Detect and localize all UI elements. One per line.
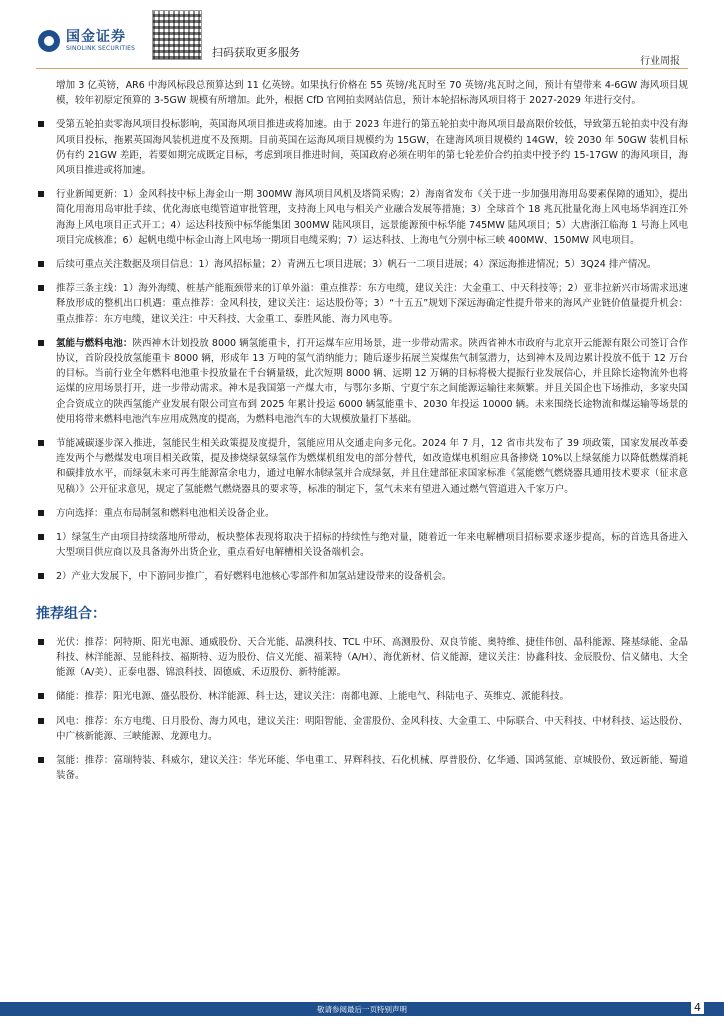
bullet-text: 陕西神木计划投放 8000 辆氢能重卡，打开运煤车应用场景，进一步带动需求。陕西省神木市政府与北京开云能源有限公司签订合作协议，首阶段投放氢能重卡 8000 辆，形成年 13 万吨的氢气消纳能力；随后逐步拓展兰炭煤焦气制氢潜力，达到神木及周边累计投放不低于 12 万台的目标。当前行业全年燃料电池重卡投放量在千台辆量级，此次短期 8000 辆、远期 12 万辆的目标将极大提振行业发展信心，并且除长途物流外也将运煤的应用场景打开，进一步带动需求。神木是我国第一产煤大市，与鄂尔多斯、宁夏宁东之间能源运输往来频繁。并且关国企也下场推动，多家央国企合资成立的陕西氢能产业发展有限公司宣布到 2025 年累计投运 6000 辆氢能重卡、2030 年投运 10000 辆。未来围绕长途物流和煤运输等场景的使用将带来燃料电池汽车应用成熟度的提高，为燃料电池汽车的大规模放量打下基础。 — [56, 337, 688, 425]
header-divider — [36, 68, 688, 69]
portfolio-text: 风电：推荐：东方电缆、日月股份、海力风电，建议关注：明阳智能、金雷股份、金风科技、大金重工、中际联合、中天科技、中材科技、运达股份、中广核新能源、三峡能源、龙源电力。 — [56, 715, 688, 742]
portfolio-text: 氢能：推荐：富瑞特装、科威尔，建议关注：华光环能、华电重工、昇辉科技、石化机械、厚普股份、亿华通、国鸿氢能、京城股份、致远新能、蜀道装备。 — [56, 754, 688, 782]
square-bullet-icon — [38, 340, 44, 346]
square-bullet-icon — [38, 121, 44, 127]
bullet-industry-development — [36, 569, 688, 584]
report-type: 行业周报 — [640, 56, 680, 67]
square-bullet-icon — [38, 718, 44, 724]
qr-label: 扫码获取更多服务 — [212, 46, 300, 59]
page-body — [36, 78, 688, 792]
square-bullet-icon — [38, 261, 44, 267]
section-title-portfolio: 推荐组合： — [36, 605, 106, 622]
bullet-industry-news — [36, 187, 688, 248]
square-bullet-icon — [38, 534, 44, 540]
bullet-energy-saving-policy — [36, 436, 688, 497]
portfolio-text: 储能：推荐：阳光电源、盛弘股份、林洋能源、科士达，建议关注：南都电源、上能电气、科陆电子、英维克、派能科技。 — [56, 691, 570, 703]
square-bullet-icon — [38, 510, 44, 516]
bullet-text: 推荐三条主线：1）海外海缆、桩基产能瓶颈带来的订单外溢：重点推荐：东方电缆，建议关注：大金重工、中天科技等；2）亚非拉新兴市场需求迅速释放形成的整机出口机遇：重点推荐：金风科技，建议关注：运达股份等；3）“十五五”规划下深远海确定性提升带来的海风产业链价值量提升机会：重点推荐：东方电缆，建议关注：中天科技、大金重工、泰胜风能、海力风电等。 — [56, 283, 688, 325]
bullet-text: 2）产业大发展下，中下游同步推广，看好燃料电池核心零部件和加氢站建设带来的设备机会。 — [56, 571, 452, 583]
square-bullet-icon — [38, 693, 44, 699]
bullet-text: 受第五轮拍卖零海风项目投标影响，英国海风项目推进或将加速。由于 2023 年进行的第五轮拍卖中海风项目最高限价较低，导致第五轮拍卖中没有海风项目投标，拖累英国海风装机进度不及预期。目前英国在运海风项目规模约为 15GW，在建海风项目规模约 14GW，较 2030 年 50GW 装机目标仍有约 21GW 差距，若要如期完成既定目标，考虑到项目推进时间，英国政府必须在明年的第七轮差价合约拍卖中授予约 15-17GW 的海风项目，海风项目推进或将加速。 — [56, 119, 688, 177]
bullet-text: 节能减碳逐步深入推进，氢能民生相关政策提及度提升，氢能应用从交通走向多元化。2024 年 7 月，12 省市共发布了 39 项政策，国家发展改革委连发两个与燃煤发电项目相关政策，提及掺烧绿氨绿氢作为燃煤机组发电的部分替代，如改造煤电机组应具备掺烧 10%以上绿氨能力以降低燃煤消耗和碳排放水平，而绿氨未来可再生能源富余电力，通过电解水制绿氢并合成绿氨，并且住建部征求国家标准《氢能燃气燃烧器具通用技术要求（征求意见稿）》公开征求意见，规定了氢能燃气燃烧器具的要求等，标准的制定下，氢气未来有望进入通过燃气管道进入千家万户。 — [56, 438, 688, 495]
logo-name-cn: 国金证券 — [66, 29, 126, 45]
bullet-three-main-lines — [36, 281, 688, 327]
sinolink-logo — [38, 30, 135, 52]
square-bullet-icon — [38, 573, 44, 579]
bullet-follow-up-items — [36, 257, 688, 272]
qr-code-icon[interactable] — [152, 10, 202, 60]
bullet-keyword: 氢能与燃料电池： — [56, 337, 133, 349]
portfolio-text: 光伏：推荐：阿特斯、阳光电源、通威股份、天合光能、晶澳科技、TCL 中环、高测股份、双良节能、奥特维、捷佳伟创、晶科能源、隆基绿能、金晶科技、林洋能源、昱能科技、福斯特、迈为股份、信义光能、福莱特（A/H）、海优新材、信义能源，建议关注：协鑫科技、金辰股份、信义储电、大全能源（A/美）、正泰电器、锦浪科技、固德威、禾迈股份、新特能源。 — [56, 636, 688, 679]
page-footer — [0, 998, 724, 1024]
portfolio-pv — [36, 635, 688, 681]
disclaimer-note: 敬请参阅最后一页特别声明 — [317, 1005, 407, 1014]
portfolio-wind — [36, 714, 688, 744]
square-bullet-icon — [38, 757, 44, 763]
page-header — [0, 0, 724, 72]
logo-name-en: SINOLINK SECURITIES — [66, 45, 136, 52]
bullet-text: 后续可重点关注数据及项目信息：1）海风招标量；2）青洲五七项目进展；3）帆石一二项目进展；4）深远海推进情况；5）3Q24 排产情况。 — [56, 259, 657, 271]
intro-paragraph: 增加 3 亿英镑，AR6 中海风标段总预算达到 11 亿英镑。如果执行价格在 55 英镑/兆瓦时至 70 英镑/兆瓦时之间，预计有望带来 4-6GW 海风项目规模，较年初原定预算的 3-5GW 规模有所增加。此外，根据 CfD 官网拍卖网站信息，预计本轮招标海风项目将于 2027-2029 年进行交付。 — [56, 80, 688, 107]
bullet-hydrogen-fuel-cell — [36, 336, 688, 427]
page-number: 4 — [691, 1001, 704, 1014]
square-bullet-icon — [38, 440, 44, 446]
portfolio-storage — [36, 689, 688, 704]
bullet-green-hydrogen — [36, 530, 688, 560]
square-bullet-icon — [38, 191, 44, 197]
bullet-text: 行业新闻更新：1）金风科技中标上海金山一期 300MW 海风项目风机及塔筒采购；2）海南省发布《关于进一步加强用海用岛要素保障的通知》，提出简化用海用岛审批手续、优化海底电缆管道审批管理，支持海上风电与相关产业融合发展等措施；3）全球首个 18 兆瓦批量化海上风电场华润连江外海海上风电项目正式开工；4）运达科技预中标华能集团 300MW 陆风项目，远景能源预中标华能 745MW 陆风项目；5）大唐浙江临海 1 号海上风电项目完成核准；6）起帆电缆中标金山海上风电场一期项目电缆采购；7）运达科技、上海电气分别中标三峡 400MW、150MW 风电项目。 — [56, 189, 688, 246]
portfolio-hydrogen — [36, 753, 688, 783]
bullet-direction — [36, 506, 688, 521]
bullet-text: 1）绿氢生产由项目持续落地所带动，板块整体表现将取决于招标的持续性与绝对量，随着近一年来电解槽项目招标要求逐步提高，标的首选具备进入大型项目供应商以及具备海外出货企业，重点看好电解槽相关设备端机会。 — [56, 532, 688, 559]
square-bullet-icon — [38, 639, 44, 645]
bullet-text: 方向选择：重点布局制氢和燃料电池相关设备企业。 — [56, 507, 275, 519]
logo-icon — [38, 30, 60, 52]
square-bullet-icon — [38, 285, 44, 291]
bullet-uk-offshore-wind — [36, 117, 688, 178]
